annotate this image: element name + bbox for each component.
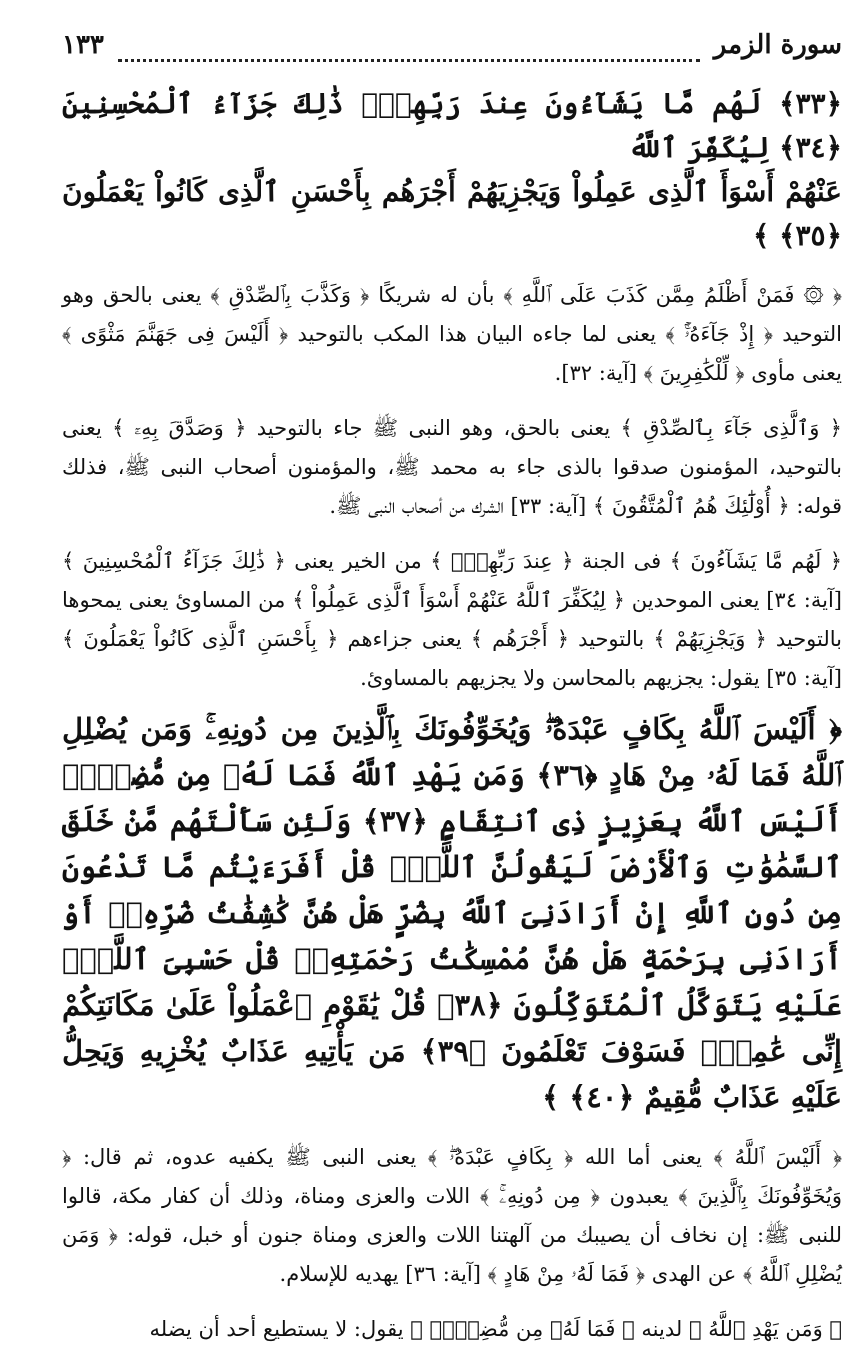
tafsir-paragraph: ﴿ ۞ فَمَنْ أَظْلَمُ مِمَّن كَذَبَ عَلَى ٱللَّهِ ﴾ بأن له شريكًا ﴿ وَكَذَّبَ بِٱلصِّدْقِ ﴾ يعنى بالحق وهو التوحيد ﴿ إِذْ جَآءَهُۥٓۚ ﴾ يعنى لما جاءه البيان هذا المكب بالتوحيد ﴿ أَلَيْسَ فِى جَهَنَّمَ مَثْوًى ﴾ يعنى مأوى ﴿ لِّلْكَٰفِرِينَ ﴾ [آية: ٣٢]. — [62, 283, 842, 385]
quran-verses-block-1 — [62, 82, 842, 258]
surah-title: سورة الزمر — [713, 30, 842, 60]
verse-text: ﴿ أَلَيْسَ ٱللَّهُ بِكَافٍ عَبْدَهُۥۖ وَيُخَوِّفُونَكَ بِٱلَّذِينَ مِن دُونِهِۦۚ وَمَن يُضْلِلِ ٱللَّهُ فَمَا لَهُۥ مِنْ هَادٍ ﴿٣٦﴾ وَمَن يَهْدِ ٱللَّهُ فَمَا لَهُۥ مِن مُّضِلٍّۗ أَلَيْسَ ٱللَّهُ بِعَزِيزٍ ذِى ٱنتِقَامٍ ﴿٣٧﴾ وَلَئِن سَأَلْتَهُم مَّنْ خَلَقَ ٱلسَّمَٰوَٰتِ وَٱلْأَرْضَ لَيَقُولُنَّ ٱللَّهُۚ قُلْ أَفَرَءَيْتُم مَّا تَدْعُونَ مِن دُونِ ٱللَّهِ إِنْ أَرَادَنِىَ ٱللَّهُ بِضُرٍّ هَلْ هُنَّ كَٰشِفَٰتُ ضُرِّهِۦٓ أَوْ أَرَادَنِى بِرَحْمَةٍ هَلْ هُنَّ مُمْسِكَٰتُ رَحْمَتِهِۦۚ قُلْ حَسْبِىَ ٱللَّهُۖ عَلَيْهِ يَتَوَكَّلُ ٱلْمُتَوَكِّلُونَ ﴿٣٨﴾ قُلْ يَٰقَوْمِ ٱعْمَلُواْ عَلَىٰ مَكَانَتِكُمْ إِنِّى عَٰمِلٌۖ فَسَوْفَ تَعْلَمُونَ ﴿٣٩﴾ مَن يَأْتِيهِ عَذَابٌ يُخْزِيهِ وَيَحِلُّ عَلَيْهِ عَذَابٌ مُّقِيمٌ ﴿٤٠﴾ ﴾ — [62, 712, 842, 1114]
book-page — [62, 30, 842, 1360]
tafsir-paragraph: ﴿ وَٱلَّذِى جَآءَ بِٱلصِّدْقِ ﴾ يعنى بالحق، وهو النبى ﷺ جاء بالتوحيد ﴿ وَصَدَّقَ بِهِۦٓ ﴾ يعنى بالتوحيد، المؤمنون صدقوا بالذى جاء به محمد ﷺ، والمؤمنون أصحاب النبى ﷺ، فذلك قوله: ﴿ أُوْلَٰٓئِكَ هُمُ ٱلْمُتَّقُونَ ﴾ [آية: ٣٣] الشرك من أصحاب النبى ﷺ. — [62, 416, 842, 518]
verse-line: ﴿٣٣﴾ لَهُم مَّا يَشَآءُونَ عِندَ رَبِّهِمْۚ ذَٰلِكَ جَزَآءُ ٱلْمُحْسِنِينَ ﴿٣٤﴾ لِيُكَفِّرَ ٱللَّهُ — [62, 87, 842, 164]
page-header — [62, 30, 842, 74]
tafsir-paragraph: ﴿ أَلَيْسَ ٱللَّهُ ﴾ يعنى أما الله ﴿ بِكَافٍ عَبْدَهُۥۖ ﴾ يعنى النبى ﷺ يكفيه عدوه، ثم قال: ﴿ وَيُخَوِّفُونَكَ بِٱلَّذِينَ ﴾ يعبدون ﴿ مِن دُونِهِۦۚ ﴾ اللات والعزى ومناة، وذلك أن كفار مكة، قالوا للنبى ﷺ: إن نخاف أن يصيبك من آلهتنا اللات والعزى ومناة جنون أو خبل، قوله: ﴿ وَمَن يُضْلِلِ ٱللَّهُ ﴾ عن الهدى ﴿ فَمَا لَهُۥ مِنْ هَادٍ ﴾ [آية: ٣٦] يهديه للإسلام. — [62, 1145, 842, 1286]
page-number: ١٣٣ — [62, 30, 104, 60]
tafsir-paragraph: ﴿ لَهُم مَّا يَشَآءُونَ ﴾ فى الجنة ﴿ عِندَ رَبِّهِمْۚ ﴾ من الخير يعنى ﴿ ذَٰلِكَ جَزَآءُ ٱلْمُحْسِنِينَ ﴾ [آية: ٣٤] يعنى الموحدين ﴿ لِيُكَفِّرَ ٱللَّهُ عَنْهُمْ أَسْوَأَ ٱلَّذِى عَمِلُواْ ﴾ من المساوئ يعنى يمحوها بالتوحيد ﴿ وَيَجْزِيَهُمْ ﴾ بالتوحيد ﴿ أَجْرَهُم ﴾ يعنى جزاءهم ﴿ بِأَحْسَنِ ٱلَّذِى كَانُواْ يَعْمَلُونَ ﴾ [آية: ٣٥] يقول: يجزيهم بالمحاسن ولا يجزيهم بالمساوئ. — [62, 549, 842, 690]
quran-verses-block-2 — [62, 706, 842, 1120]
verse-line: عَنْهُمْ أَسْوَأَ ٱلَّذِى عَمِلُواْ وَيَجْزِيَهُمْ أَجْرَهُم بِأَحْسَنِ ٱلَّذِى كَانُواْ يَعْمَلُونَ ﴿٣٥﴾ ﴾ — [62, 175, 842, 252]
header-dotted-leader — [118, 59, 700, 62]
tafsir-paragraph: ﴿ وَمَن يَهْدِ ٱللَّهُ ﴾ لدينه ﴿ فَمَا لَهُۥ مِن مُّضِلٍّۗ ﴾ يقول: لا يستطيع أحد أن يضله — [149, 1317, 842, 1341]
